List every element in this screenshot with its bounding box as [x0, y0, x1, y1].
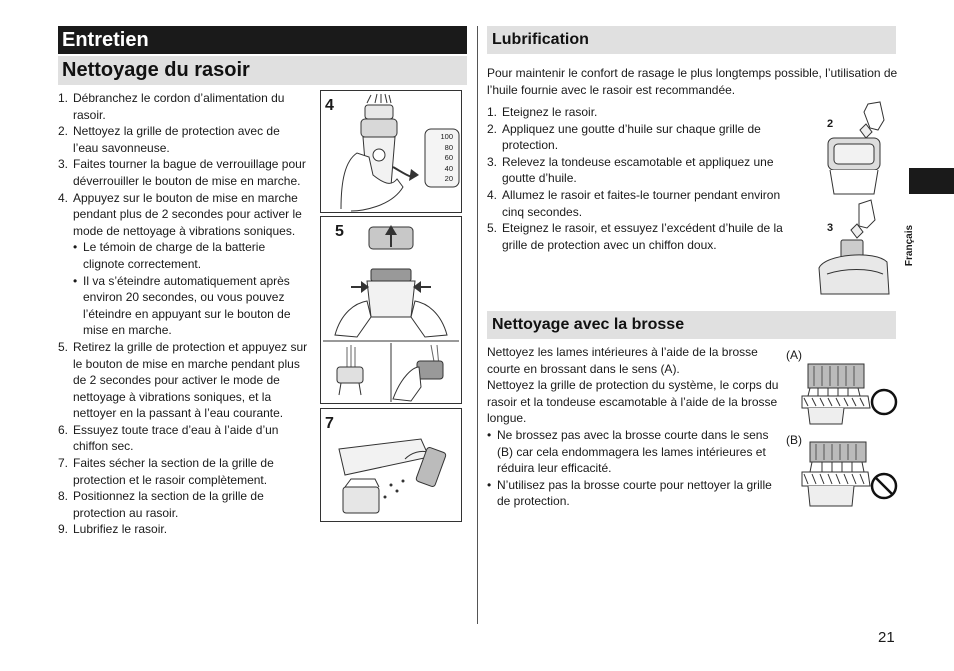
- list-item: 5. Retirez la grille de protection et appuyez sur le bouton de mise en marche pendant plus de 2 secondes pour activer le mode de nettoyage à vibrations soniques, et la nettoyer en la passant à l’eau courante.: [58, 339, 308, 421]
- cleaning-steps-list: [58, 90, 308, 538]
- figure-number: 4: [325, 97, 334, 114]
- figure-7-dry-shaver: [320, 408, 462, 522]
- lubrication-intro: Pour maintenir le confort de rasage le plus longtemps possible, l’utilisation de l’huile fournie avec le rasoir est recommandée.: [487, 66, 898, 97]
- figure-number: 7: [325, 415, 334, 432]
- list-item: 4. Appuyez sur le bouton de mise en marche pendant plus de 2 secondes pour activer le mode de nettoyage à vibrations soniques. • Le témoin de charge de la batterie clignote correctement. • Il va s’éteindre automatiquement après environ 20 secondes, ou vous pouvez l’éteindre en appuyant sur le bouton de mise en marche.: [58, 190, 308, 339]
- list-item: 3. Faites tourner la bague de verrouillage pour déverrouiller le bouton de mise en marche.: [58, 157, 306, 188]
- list-item: 4. Allumez le rasoir et faites-le tourner pendant environ cinq secondes.: [487, 187, 781, 219]
- lubrication-title: Lubrification: [487, 26, 896, 54]
- language-tab-label: [904, 222, 920, 272]
- battery-level-20: 20: [444, 174, 453, 183]
- warning-item: • Ne brossez pas avec la brosse courte dans le sens (B) car cela endommagera les lames intérieures et réduira leur efficacité.: [487, 427, 779, 477]
- battery-level-100: 100: [440, 132, 453, 141]
- list-item: 7. Faites sécher la section de la grille de protection et le rasoir complètement.: [58, 456, 274, 487]
- language-label: Français: [904, 224, 916, 267]
- figure-4-unlock-and-sonic-mode: [320, 90, 462, 213]
- list-item: 5. Eteignez le rasoir, et essuyez l’excédent d’huile de la grille de protection avec un chiffon doux.: [487, 221, 783, 252]
- battery-level-60: 60: [444, 153, 453, 162]
- section-title: Entretien: [58, 26, 467, 54]
- list-item: 2. Nettoyez la grille de protection avec de l’eau savonneuse.: [58, 124, 280, 155]
- remove-foil-illustration: [321, 217, 461, 403]
- language-tab-marker: [909, 168, 954, 194]
- figure-5-remove-foil-and-rinse: [320, 216, 462, 404]
- note-item: • Le témoin de charge de la batterie clignote correctement.: [73, 239, 308, 272]
- list-item: 1. Débranchez le cordon d’alimentation du rasoir.: [58, 91, 285, 122]
- brush-warnings: [487, 427, 779, 510]
- list-item: 1. Eteignez le rasoir.: [487, 105, 598, 119]
- lubrication-steps-list: [487, 104, 802, 253]
- brush-paragraph-1: Nettoyez les lames intérieures à l’aide de la brosse courte en brossant dans le sens (A).: [487, 345, 758, 376]
- warning-item: • N’utilisez pas la brosse courte pour nettoyer la grille de protection.: [487, 477, 779, 510]
- oil-on-trimmer-illustration: [815, 198, 895, 296]
- list-item: 3. Relevez la tondeuse escamotable et appliquez une goutte d’huile.: [487, 154, 774, 186]
- drying-illustration: [321, 409, 461, 521]
- figure-number: 5: [335, 223, 344, 240]
- oil-on-foil-illustration: [820, 100, 896, 196]
- battery-level-80: 80: [444, 142, 453, 152]
- brush-cleaning-title: Nettoyage avec la brosse: [487, 311, 896, 339]
- list-item: 6. Essuyez toute trace d’eau à l’aide d’un chiffon sec.: [58, 422, 279, 454]
- brush-correct-direction-illustration: [798, 362, 898, 430]
- brush-wrong-direction-illustration: [798, 440, 898, 514]
- list-item: 8. Positionnez la section de la grille de protection au rasoir.: [58, 489, 264, 520]
- direction-label-b: (B): [786, 433, 802, 447]
- list-item: 2. Appliquez une goutte d’huile sur chaque grille de protection.: [487, 121, 761, 153]
- battery-indicator-levels: [431, 132, 453, 185]
- subsection-title: Nettoyage du rasoir: [58, 56, 467, 85]
- direction-label-a: (A): [786, 348, 802, 362]
- note-item: • Il va s’éteindre automatiquement après environ 20 secondes, ou vous pouvez l’éteindre en appuyant sur le bouton de mise en marche.: [73, 273, 308, 339]
- step-4-notes: [73, 239, 308, 339]
- battery-level-40: 40: [444, 163, 453, 173]
- figure-number: 2: [827, 118, 834, 130]
- brush-cleaning-text: [487, 344, 779, 510]
- figure-number: 3: [827, 222, 834, 234]
- list-item: 9. Lubrifiez le rasoir.: [58, 522, 168, 537]
- page-number: 21: [878, 629, 895, 646]
- brush-paragraph-2: Nettoyez la grille de protection du système, le corps du rasoir et la tondeuse escamotable à l’aide de la brosse longue.: [487, 378, 779, 426]
- column-divider: [477, 26, 478, 624]
